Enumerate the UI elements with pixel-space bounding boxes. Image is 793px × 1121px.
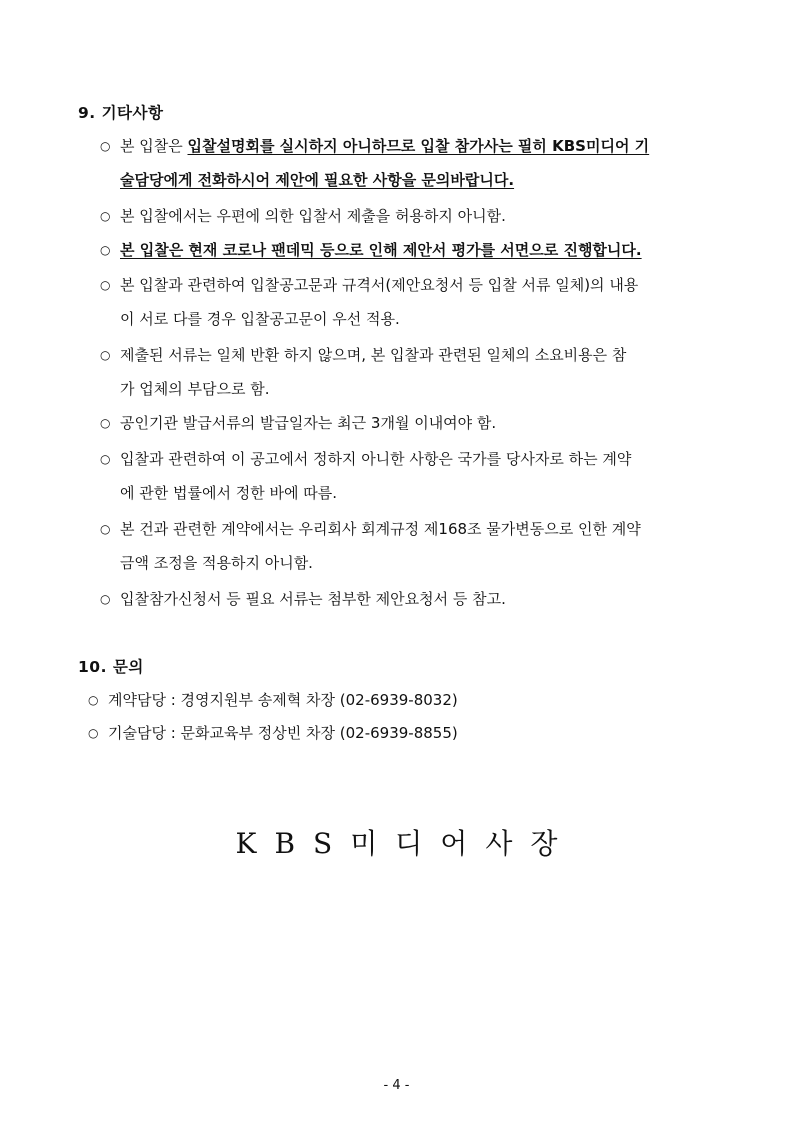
section-10-title: 10. 문의 — [78, 658, 144, 676]
signature: KBS미디어사장 — [235, 827, 576, 860]
item-4-line2: 이 서로 다를 경우 입찰공고문이 우선 적용. — [120, 310, 400, 328]
bullet-icon: ○ — [100, 522, 111, 536]
list-item-4 — [100, 268, 720, 302]
item-7-line1: 입찰과 관련하여 이 공고에서 정하지 아니한 사항은 국가를 당사자로 하는 계약 — [120, 450, 632, 468]
item-1-prefix: 본 입찰은 — [120, 137, 188, 155]
item-3-text: 본 입찰은 현재 코로나 팬데믹 등으로 인해 제안서 평가를 서면으로 진행합니다. — [120, 241, 642, 259]
bullet-icon: ○ — [88, 726, 99, 740]
item-4-line1: 본 입찰과 관련하여 입찰공고문과 규격서(제안요청서 등 입찰 서류 일체)의 내용 — [120, 276, 639, 294]
bullet-icon: ○ — [100, 209, 111, 223]
item-7-line2: 에 관한 법률에서 정한 바에 따름. — [120, 484, 337, 502]
bullet-icon: ○ — [100, 139, 111, 153]
list-item-6 — [100, 406, 720, 440]
list-item-1 — [100, 129, 720, 163]
bullet-icon: ○ — [100, 348, 111, 362]
item-2-text: 본 입찰에서는 우편에 의한 입찰서 제출을 허용하지 아니함. — [120, 207, 506, 225]
list-item-3 — [100, 233, 720, 267]
item-5-line2: 가 업체의 부담으로 함. — [120, 380, 270, 398]
item-1-emphasis-line2: 술담당에게 전화하시어 제안에 필요한 사항을 문의바랍니다. — [120, 171, 515, 189]
contact-contract — [88, 685, 458, 715]
section-9-title: 9. 기타사항 — [78, 104, 164, 122]
item-5-line1: 제출된 서류는 일체 반환 하지 않으며, 본 입찰과 관련된 일체의 소요비용은 참 — [120, 346, 627, 364]
list-item-5 — [100, 338, 720, 372]
bullet-icon: ○ — [100, 592, 111, 606]
item-8-line2: 금액 조정을 적용하지 아니함. — [120, 554, 313, 572]
list-item-9 — [100, 582, 720, 616]
bullet-icon: ○ — [100, 278, 111, 292]
contact-contract-text: 계약담당 : 경영지원부 송제혁 차장 (02-6939-8032) — [108, 691, 458, 709]
page-number: - 4 - — [383, 1078, 410, 1093]
item-1-emphasis-line1: 입찰설명회를 실시하지 아니하므로 입찰 참가사는 필히 KBS미디어 기 — [187, 137, 650, 155]
contact-technical-text: 기술담당 : 문화교육부 정상빈 차장 (02-6939-8855) — [108, 724, 458, 742]
list-item-7 — [100, 442, 720, 476]
bullet-icon: ○ — [100, 452, 111, 466]
list-item-8 — [100, 512, 720, 546]
bullet-icon: ○ — [100, 416, 111, 430]
bullet-icon: ○ — [100, 243, 111, 257]
item-8-line1: 본 건과 관련한 계약에서는 우리회사 회계규정 제168조 물가변동으로 인한 계약 — [120, 520, 641, 538]
item-6-text: 공인기관 발급서류의 발급일자는 최근 3개월 이내여야 함. — [120, 414, 497, 432]
item-9-text: 입찰참가신청서 등 필요 서류는 첨부한 제안요청서 등 참고. — [120, 590, 506, 608]
contact-technical — [88, 718, 458, 748]
bullet-icon: ○ — [88, 693, 99, 707]
list-item-2 — [100, 199, 720, 233]
list-item-1-continuation — [120, 163, 720, 197]
